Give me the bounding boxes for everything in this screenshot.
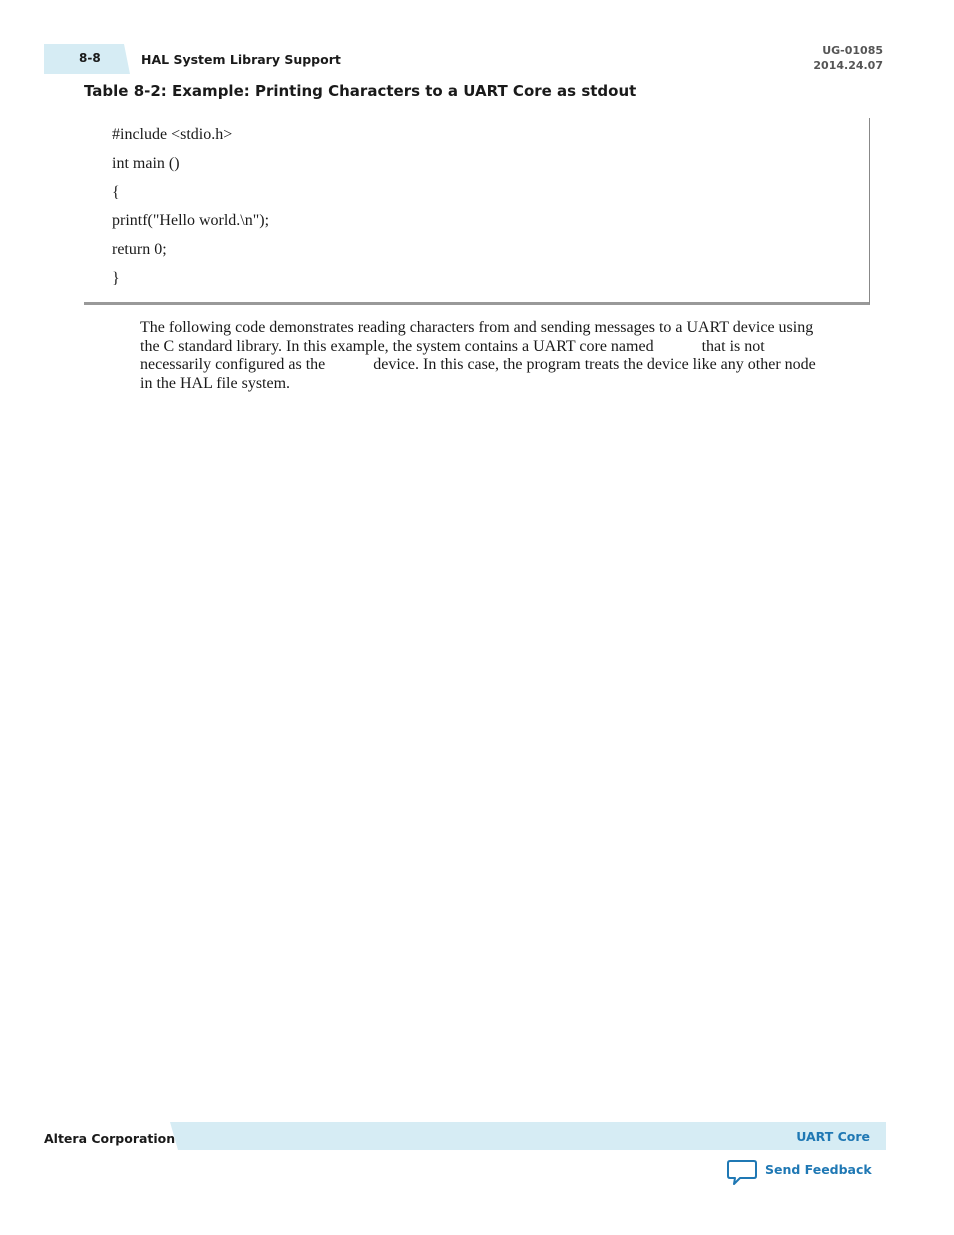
paragraph-line: the C standard library. In this example, the system contains a UART core named that is not xyxy=(140,337,765,355)
footer-company: Altera Corporation xyxy=(44,1131,176,1146)
code-line: printf("Hello world.\n"); xyxy=(112,212,270,229)
code-line: { xyxy=(112,184,120,201)
paragraph-line: The following code demonstrates reading characters from and sending messages to a UART device using xyxy=(140,319,814,336)
code-example-box xyxy=(84,118,870,305)
code-line: int main () xyxy=(112,155,180,172)
paragraph-line: in the HAL file system. xyxy=(140,374,291,392)
doc-info xyxy=(813,43,883,73)
paragraph-line: necessarily configured as the device. In this case, the program treats the device like any other node xyxy=(140,356,816,373)
page-number: 8-8 xyxy=(79,51,101,65)
footer-topic-link[interactable]: UART Core xyxy=(796,1129,870,1144)
doc-date: 2014.24.07 xyxy=(813,59,883,72)
code-line: #include <stdio.h> xyxy=(112,126,233,143)
section-title: HAL System Library Support xyxy=(141,52,341,67)
speech-bubble-icon xyxy=(727,1159,757,1192)
send-feedback-label: Send Feedback xyxy=(765,1162,872,1177)
code-line: return 0; xyxy=(112,241,167,258)
code-line: } xyxy=(112,270,120,287)
footer-band xyxy=(170,1122,886,1150)
doc-id: UG-01085 xyxy=(822,44,883,57)
table-caption: Table 8-2: Example: Printing Characters to a UART Core as stdout xyxy=(84,82,637,100)
send-feedback-button[interactable] xyxy=(727,1159,872,1187)
body-paragraph xyxy=(140,319,872,393)
